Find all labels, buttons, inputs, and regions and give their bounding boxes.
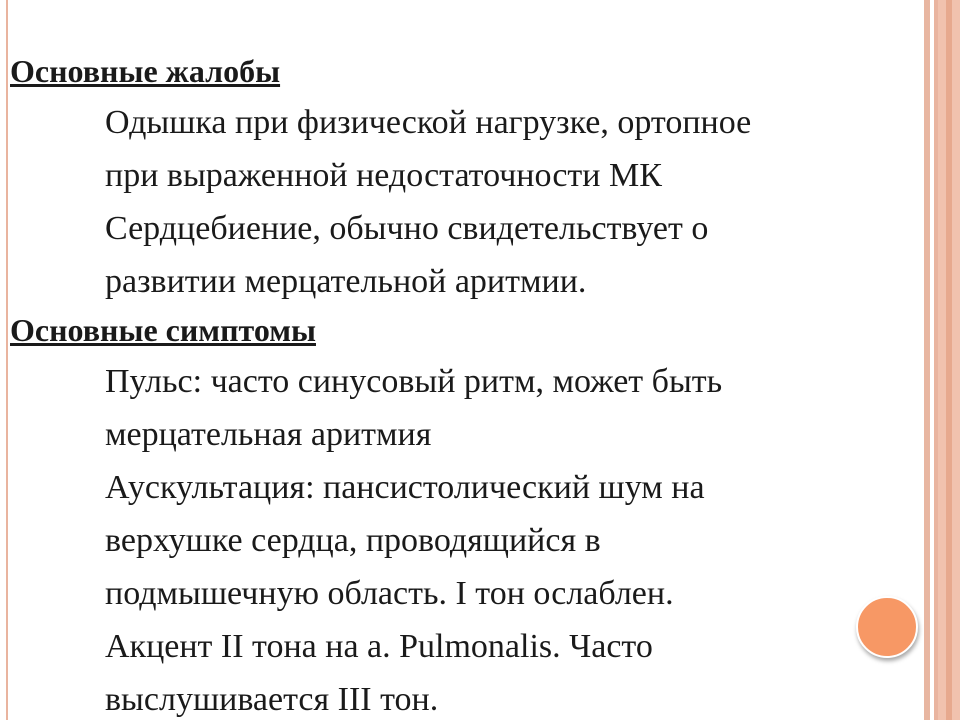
section-heading-complaints: Основные жалобы (10, 53, 281, 89)
symptoms-line: подмышечную область. I тон ослаблен. (105, 575, 674, 612)
symptoms-line: верхушке сердца, проводящийся в (105, 522, 601, 559)
symptoms-line: Аускультация: пансистолический шум на (105, 469, 705, 506)
right-thin-stripe (924, 0, 930, 720)
section-heading-symptoms: Основные симптомы (10, 312, 316, 348)
symptoms-line: мерцательная аритмия (105, 416, 432, 453)
right-inner-stripe (946, 0, 952, 720)
decorative-circle (856, 596, 918, 658)
symptoms-line: Пульс: часто синусовый ритм, может быть (105, 363, 723, 400)
complaints-line: при выраженной недостаточности МК (105, 157, 662, 194)
complaints-line: Одышка при физической нагрузке, ортопное (105, 104, 752, 141)
left-border (0, 0, 8, 720)
symptoms-line: Акцент II тона на a. Pulmonalis. Часто (105, 628, 653, 665)
symptoms-line: выслушивается III тон. (105, 681, 439, 718)
slide-content (10, 49, 922, 720)
complaints-line: развитии мерцательной аритмии. (105, 263, 587, 300)
complaints-line: Сердцебиение, обычно свидетельствует о (105, 210, 709, 247)
